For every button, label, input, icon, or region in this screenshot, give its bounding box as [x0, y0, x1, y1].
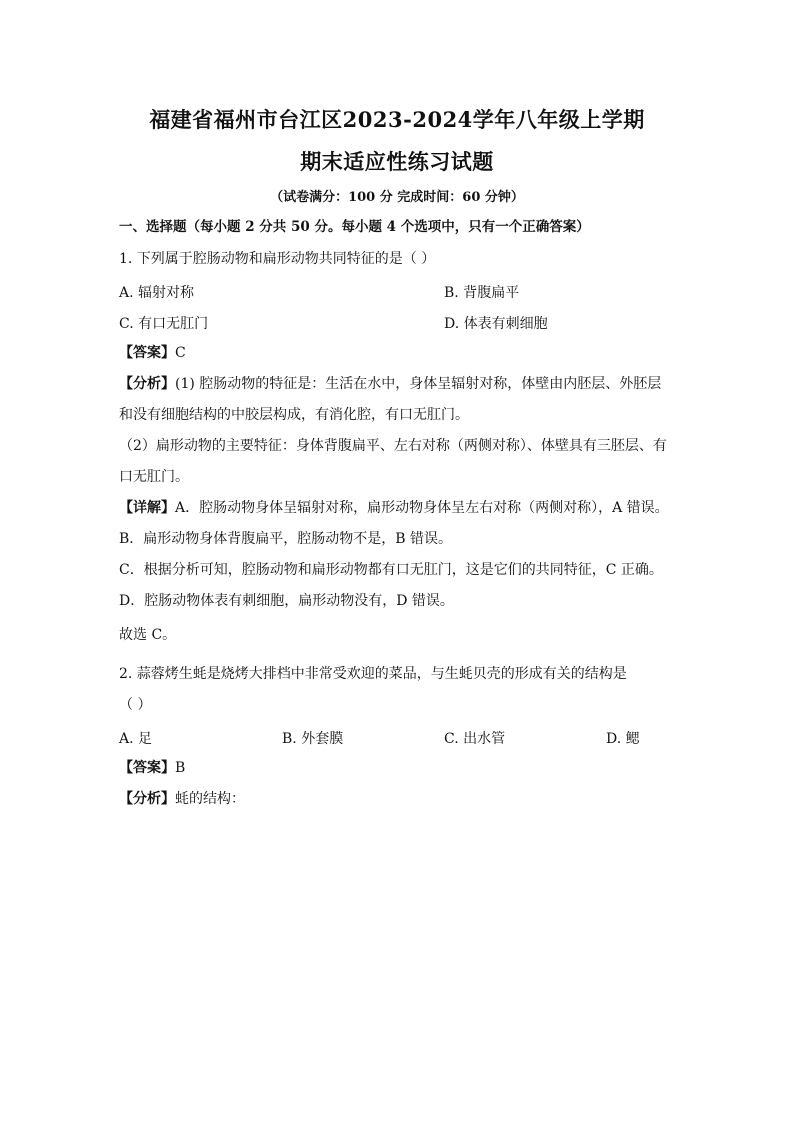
q1-analysis-line3: （2）扁形动物的主要特征：身体背腹扁平、左右对称（两侧对称）、体壁具有三胚层、有 [119, 438, 667, 454]
q1-option-c: C. 有口无肛门 [119, 316, 209, 332]
document-title-line2: 期末适应性练习试题 [300, 149, 494, 174]
answer-tag: 【答案】 [119, 345, 175, 361]
analysis-text: (1) 腔肠动物的特征是：生活在水中，身体呈辐射对称，体壁由内胚层、外胚层 [175, 376, 662, 392]
q2-answer [119, 759, 185, 777]
q1-analysis-line4: 口无肛门。 [119, 469, 189, 485]
answer-tag: 【答案】 [119, 760, 175, 776]
analysis-tag: 【分析】 [119, 376, 175, 392]
q1-option-a: A. 辐射对称 [119, 285, 195, 301]
detail-tag: 【详解】 [119, 500, 175, 516]
q1-option-d: D. 体表有刺细胞 [444, 316, 548, 332]
analysis-text: 蚝的结构： [175, 791, 245, 807]
answer-value: C [175, 345, 186, 361]
q1-analysis-line1 [119, 375, 661, 393]
analysis-tag: 【分析】 [119, 791, 175, 807]
section-heading: 一、选择题（每小题 2 分共 50 分。每小题 4 个选项中，只有一个正确答案） [119, 219, 590, 235]
question-1-stem: 1. 下列属于腔肠动物和扁形动物共同特征的是（ ） [119, 251, 436, 267]
answer-value: B [175, 760, 186, 776]
q1-answer [119, 344, 186, 362]
q2-option-c: C. 出水管 [444, 731, 506, 747]
exam-meta: （试卷满分：100 分 完成时间：60 分钟） [270, 190, 524, 205]
q1-analysis-line2: 和没有细胞结构的中胶层构成，有消化腔，有口无肛门。 [119, 407, 469, 423]
question-2-stem: 2. 蒜蓉烤生蚝是烧烤大排档中非常受欢迎的菜品，与生蚝贝壳的形成有关的结构是 [119, 666, 627, 682]
q1-conclusion: 故选 C。 [119, 627, 177, 643]
document-title-line1: 福建省福州市台江区2023-2024学年八年级上学期 [149, 107, 645, 132]
detail-text: A．腔肠动物身体呈辐射对称，扁形动物身体呈左右对称（两侧对称），A 错误。 [175, 500, 669, 516]
q1-detail-line4: D．腔肠动物体表有刺细胞，扁形动物没有，D 错误。 [119, 593, 454, 609]
q1-option-b: B. 背腹扁平 [444, 285, 520, 301]
q1-detail-line1 [119, 499, 669, 517]
q2-option-b: B. 外套膜 [282, 731, 344, 747]
q2-option-a: A. 足 [119, 731, 153, 747]
q1-detail-line3: C．根据分析可知，腔肠动物和扁形动物都有口无肛门，这是它们的共同特征，C 正确。 [119, 562, 663, 578]
q2-option-d: D. 鳃 [606, 731, 640, 747]
question-2-paren: （ ） [119, 697, 152, 713]
q1-detail-line2: B．扁形动物身体背腹扁平，腔肠动物不是，B 错误。 [119, 531, 453, 547]
q2-analysis-line1 [119, 790, 245, 808]
